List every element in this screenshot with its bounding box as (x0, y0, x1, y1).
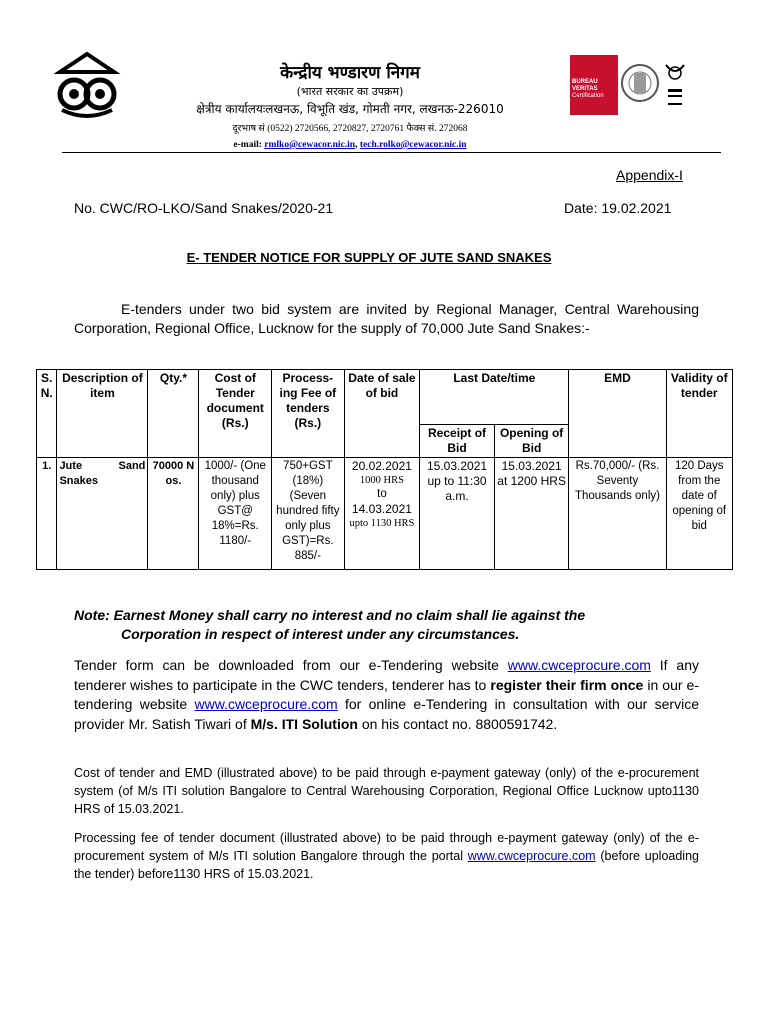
header-validity: Validity of tender (666, 370, 733, 458)
cost-emd-paragraph: Cost of tender and EMD (illustrated above) to be paid through e-payment gateway (only) of the e-procurement system (of M/s ITI solution Bangalore to Central Warehousing Corporation, Regional Office Lucknow upto1130 HRS of 15.03.2021. (74, 766, 699, 816)
note-line-2: Corporation in respect of interest under any circumstances. (121, 626, 520, 642)
org-subtitle-hindi: (भारत सरकार का उपक्रम) (296, 85, 404, 98)
header-sn: S. N. (37, 370, 57, 458)
para3-text-2: (before uploading the tender) before1130 HRS of 15.03.2021. (74, 849, 699, 881)
cell-validity: 120 Days from the date of opening of bid (666, 458, 733, 570)
header-qty: Qty.* (148, 370, 199, 458)
download-paragraph (74, 656, 699, 734)
para1-text-3: in our e-tendering website (74, 676, 699, 712)
email-label: e-mail: (233, 140, 262, 150)
table-row (37, 458, 733, 570)
cell-cost: 1000/- (One thousand only) plus GST@ 18%=Rs. 1180/- (199, 458, 272, 570)
email-separator: , (355, 140, 358, 150)
email-link-2[interactable]: tech.rolko@cewacor.nic.in (359, 140, 467, 150)
header-last-date: Last Date/time (420, 370, 569, 425)
processing-fee-paragraph (74, 829, 699, 883)
para1-text-1: Tender form can be downloaded from our e-Tendering website (74, 657, 508, 673)
para1-bold-1: register their firm once (490, 676, 644, 693)
header-emd: EMD (569, 370, 666, 458)
website-link-2[interactable]: www.cwceprocure.com (194, 696, 338, 712)
org-name-hindi: केन्द्रीय भण्डारण निगम (280, 63, 420, 83)
header-processing-fee: Process-ing Fee of tenders (Rs.) (272, 370, 345, 458)
sale-to-word: to (377, 488, 387, 500)
office-address-hindi: क्षेत्रीय कार्यालयःलखनऊ, विभूति खंड, गोमती नगर, लखनऊ-226010 (196, 102, 504, 116)
sale-to-date: 14.03.2021 (351, 502, 412, 516)
cell-receipt: 15.03.2021 up to 11:30 a.m. (420, 458, 495, 570)
sale-from-date: 20.02.2021 (351, 459, 412, 473)
cell-sn: 1. (37, 458, 57, 570)
email-link-1[interactable]: rmlko@cewacor.nic.in (264, 140, 356, 150)
certification-badges (570, 55, 688, 117)
header-cost: Cost of Tender document (Rs.) (199, 370, 272, 458)
sale-from-time: 1000 HRS (359, 475, 404, 486)
header-sale-date: Date of sale of bid (344, 370, 420, 458)
cell-qty: 70000 Nos. (148, 458, 199, 570)
header-description: Description of item (57, 370, 148, 458)
cwc-logo-icon (52, 50, 122, 122)
email-line (130, 140, 570, 150)
cell-emd: Rs.70,000/- (Rs. Seventy Thousands only) (569, 458, 666, 570)
cell-description: Jute Sand Snakes (57, 458, 148, 570)
cell-opening: 15.03.2021 at 1200 HRS (494, 458, 569, 570)
cell-sale-date (344, 458, 420, 570)
header-divider (62, 152, 721, 153)
table-header-row (37, 370, 733, 425)
notice-title: E- TENDER NOTICE FOR SUPPLY OF JUTE SAND SNAKES (186, 250, 552, 265)
intro-paragraph: E-tenders under two bid system are invited by Regional Manager, Central Warehousing Corporation, Regional Office, Lucknow for the supply of 70,000 Jute Sand Snakes:- (74, 301, 699, 336)
website-link-3[interactable]: www.cwceprocure.com (467, 849, 596, 863)
notice-date: Date: 19.02.2021 (564, 200, 672, 216)
phone-line: दूरभाष सं (0522) 2720566, 2720827, 2720761 फैक्स सं. 272068 (232, 124, 468, 134)
header-opening: Opening of Bid (494, 425, 569, 458)
reference-number: No. CWC/RO-LKO/Sand Snakes/2020-21 (74, 200, 334, 216)
bureau-veritas-seal-icon (620, 57, 660, 115)
para1-text-4: for online e-Tendering in consultation with our service provider Mr. Satish Tiwari of (74, 696, 699, 732)
tender-table (36, 369, 733, 570)
sale-to-time: upto 1130 HRS (349, 518, 415, 529)
para3-text-1: Processing fee of tender document (illustrated above) to be paid through e-payment gateway (only) of the e-procurement system of M/s ITI solution Bangalore through the portal (74, 831, 699, 863)
cert-sub: Certification (572, 93, 604, 99)
cell-processing-fee: 750+GST (18%) (Seven hundred fifty only plus GST)=Rs. 885/- (272, 458, 345, 570)
header-receipt: Receipt of Bid (420, 425, 495, 458)
para1-text-2: If any tenderer wishes to participate in the CWC tenders, tenderer has to (74, 657, 699, 693)
para1-bold-2: M/s. ITI Solution (250, 715, 358, 732)
cert-name: BUREAU VERITAS (572, 79, 598, 92)
note-block (74, 606, 699, 644)
para1-text-5: on his contact no. 8800591742. (357, 715, 558, 732)
note-line-1: Note: Earnest Money shall carry no interest and no claim shall lie against the (74, 607, 586, 623)
ukas-mark-icon (662, 59, 688, 113)
appendix-label: Appendix-I (616, 167, 683, 183)
website-link-1[interactable]: www.cwceprocure.com (507, 657, 651, 673)
